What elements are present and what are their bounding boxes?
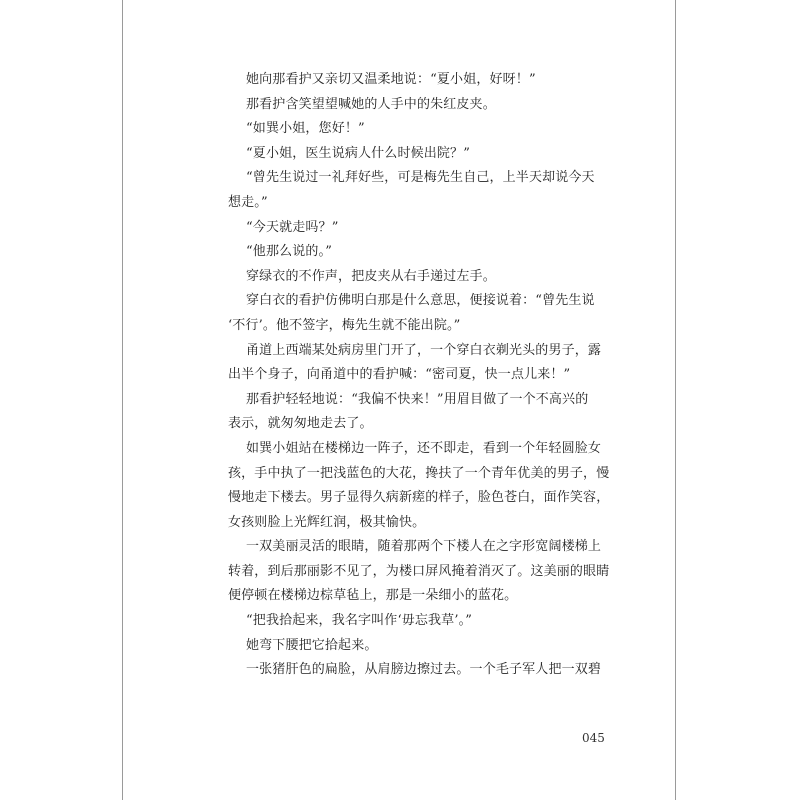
text-line: 她向那看护又亲切又温柔地说：“夏小姐，好呀！” [246,72,536,87]
text-line: 出半个身子，向甬道中的看护喊：“密司夏，快一点儿来！” [228,367,571,383]
text-line: 慢地走下楼去。男子显得久病新瘥的样子，脸色苍白，面作笑容， [228,490,610,506]
text-line: 一张猪肝色的扁脸，从肩膀边擦过去。一个毛子军人把一双碧 [246,662,602,678]
text-line: “今天就走吗？” [246,219,339,235]
text-line: 穿白衣的看护仿佛明白那是什么意思，便接说着：“曾先生说 [246,293,595,309]
text-line: ‘不行’。他不签字，梅先生就不能出院。” [228,317,461,333]
text-line: “夏小姐，医生说病人什么时候出院？” [246,145,470,161]
text-line: “把我拾起来，我名字叫作‘毋忘我草’。” [246,613,473,629]
text-line: 女孩则脸上光辉红润，极其愉快。 [228,514,426,530]
book-page [122,0,676,800]
text-line: 转着，到后那丽影不见了，为楼口屏风掩着消灭了。这美丽的眼睛 [228,563,610,579]
text-line: 那看护轻轻地说：“我偏不快来！”用眉目做了一个不高兴的 [246,391,589,407]
text-line: 那看护含笑望望喊她的人手中的朱红皮夹。 [246,96,496,112]
text-line: 她弯下腰把它拾起来。 [246,637,378,653]
text-line: 如巽小姐站在楼梯边一阵子，还不即走，看到一个年轻圆脸女 [246,440,602,456]
text-line: 想走。” [228,194,268,210]
body-text [228,68,610,683]
page-number: 045 [582,731,605,745]
text-line: 甬道上西端某处病房里门开了，一个穿白衣剃光头的男子，露 [246,342,602,358]
text-line: 孩，手中执了一把浅蓝色的大花，搀扶了一个青年优美的男子，慢 [228,465,610,481]
text-line: 穿绿衣的不作声，把皮夹从右手递过左手。 [246,268,496,284]
text-line: “曾先生说过一礼拜好些，可是梅先生自己，上半天却说今天 [246,170,595,186]
text-line: 表示，就匆匆地走去了。 [228,416,373,432]
text-line: “如巽小姐，您好！” [246,121,365,137]
text-line: “他那么说的。” [246,244,332,260]
text-line: 一双美丽灵活的眼睛，随着那两个下楼人在之字形宽阔楼梯上 [246,539,602,555]
text-line: 便停顿在楼梯边棕草毡上，那是一朵细小的蓝花。 [228,588,518,604]
